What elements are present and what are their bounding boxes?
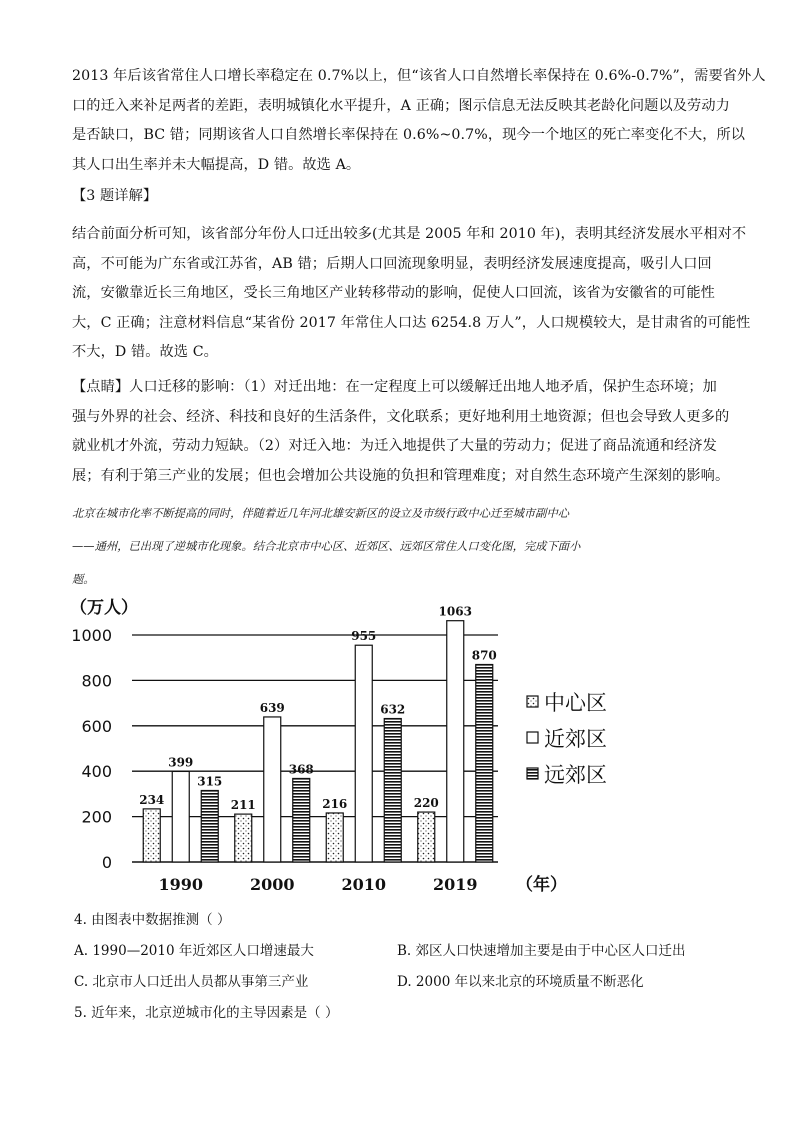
x-tick-label: 2010 — [341, 875, 387, 894]
legend-label: 远郊区 — [544, 763, 607, 787]
legend-swatch-中心区 — [527, 696, 538, 707]
text-line: 口的迁入来补足两者的差距，表明城镇化水平提升，A 正确；图示信息无法反映其老龄化问题以及劳动力 — [72, 97, 730, 114]
bar-中心区 — [143, 809, 160, 862]
bar-远郊区 — [476, 665, 493, 862]
y-tick-label: 800 — [81, 671, 112, 691]
text-line: 北京在城市化率不断提高的同时，伴随着近几年河北雄安新区的设立及市级行政中心迁至城市副中心 — [72, 507, 570, 520]
text-line: 不大，D 错。故选 C。 — [72, 344, 218, 360]
bar-value-label: 216 — [322, 796, 348, 811]
bar-远郊区 — [201, 790, 218, 862]
x-tick-label: 2000 — [249, 875, 295, 894]
x-tick-label: 1990 — [158, 875, 204, 894]
bar-value-label: 211 — [230, 798, 256, 813]
bar-远郊区 — [384, 719, 401, 862]
question-4: 4. 由图表中数据推测（ ） — [74, 912, 231, 928]
y-tick-label: 1000 — [71, 626, 112, 645]
bar-value-label: 220 — [413, 796, 439, 811]
text-line: 是否缺口，BC 错；同期该省人口自然增长率保持在 0.6%~0.7%，现今一个地区的死亡率变化不大，所以 — [72, 127, 746, 143]
paragraph-material-intro — [72, 497, 732, 596]
bar-value-label: 315 — [197, 774, 223, 789]
y-tick-label: 400 — [81, 762, 112, 782]
paragraph-answer-2 — [72, 62, 766, 180]
option-4a[interactable]: A. 1990—2010 年近郊区人口增速最大 — [74, 943, 314, 959]
text-line: ——通州，已出现了逆城市化现象。结合北京市中心区、近郊区、远郊区常住人口变化图，完成下面小 — [72, 540, 581, 553]
option-4d[interactable]: D. 2000 年以来北京的环境质量不断恶化 — [397, 974, 644, 990]
legend-swatch-近郊区 — [527, 732, 538, 743]
paragraph-key-points — [72, 373, 730, 491]
legend-label: 近郊区 — [544, 727, 607, 751]
x-axis-label: （年） — [516, 875, 567, 895]
legend-swatch-远郊区 — [527, 768, 538, 779]
text-line: 题。 — [72, 573, 95, 586]
bar-value-label: 639 — [259, 700, 285, 715]
text-line: 大，C 正确；注意材料信息“某省份 2017 年常住人口达 6254.8 万人”，人口规模较大，是甘肃省的可能性 — [72, 314, 751, 331]
bar-value-label: 368 — [288, 762, 314, 777]
text-line: 【3 题详解】 — [72, 188, 158, 204]
y-axis-label: （万人） — [70, 598, 138, 618]
option-4c[interactable]: C. 北京市人口迁出人员都从事第三产业 — [74, 974, 309, 990]
bar-value-label: 870 — [471, 648, 497, 663]
bar-value-label: 234 — [139, 792, 165, 807]
option-4b[interactable]: B. 郊区人口快速增加主要是由于中心区人口迁出 — [397, 943, 686, 959]
question-5: 5. 近年来，北京逆城市化的主导因素是（ ） — [74, 1005, 339, 1021]
legend-label: 中心区 — [544, 691, 607, 715]
bar-近郊区 — [355, 645, 372, 862]
bar-近郊区 — [264, 717, 281, 862]
text-line: 其人口出生率并未大幅提高，D 错。故选 A。 — [72, 156, 361, 173]
text-line: 2013 年后该省常住人口增长率稳定在 0.7%以上，但“该省人口自然增长率保持在 0.6%-0.7%”，需要省外人 — [72, 68, 766, 84]
bar-value-label: 632 — [380, 702, 406, 717]
text-line: 【点睛】人口迁移的影响：（1）对迁出地：在一定程度上可以缓解迁出地人地矛盾，保护生态环境；加 — [72, 379, 717, 395]
bar-中心区 — [418, 812, 435, 862]
text-line: 就业机才外流，劳动力短缺。（2）对迁入地：为迁入地提供了大量的劳动力；促进了商品流通和经济发 — [72, 438, 717, 454]
text-line: 高，不可能为广东省或江苏省，AB 错；后期人口回流现象明显，表明经济发展速度提高，吸引人口回 — [72, 255, 712, 272]
y-tick-label: 0 — [101, 853, 112, 872]
y-tick-label: 200 — [81, 807, 112, 827]
bar-中心区 — [235, 814, 252, 862]
bar-近郊区 — [172, 771, 189, 862]
bar-远郊区 — [293, 778, 310, 862]
y-tick-label: 600 — [81, 716, 112, 736]
text-line: 强与外界的社会、经济、科技和良好的生活条件，文化联系；更好地利用土地资源；但也会导致人更多的 — [72, 408, 730, 425]
bar-value-label: 399 — [168, 755, 194, 770]
text-line: 流，安徽靠近长三角地区，受长三角地区产业转移带动的影响，促使人口回流，该省为安徽省的可能性 — [72, 285, 715, 301]
text-line: 展；有利于第三产业的发展；但也会增加公共设施的负担和管理难度；对自然生态环境产生深刻的影响。 — [72, 467, 730, 484]
paragraph-answer-3 — [72, 220, 751, 368]
bar-value-label: 955 — [351, 629, 377, 644]
population-bar-chart — [62, 592, 632, 902]
text-line: 结合前面分析可知，该省部分年份人口迁出较多(尤其是 2005 年和 2010 年)，表明其经济发展水平相对不 — [72, 226, 747, 242]
heading-question-3 — [72, 182, 724, 212]
bar-中心区 — [326, 813, 343, 862]
bar-value-label: 1063 — [438, 604, 472, 619]
x-tick-label: 2019 — [432, 875, 478, 894]
bar-近郊区 — [447, 621, 464, 862]
